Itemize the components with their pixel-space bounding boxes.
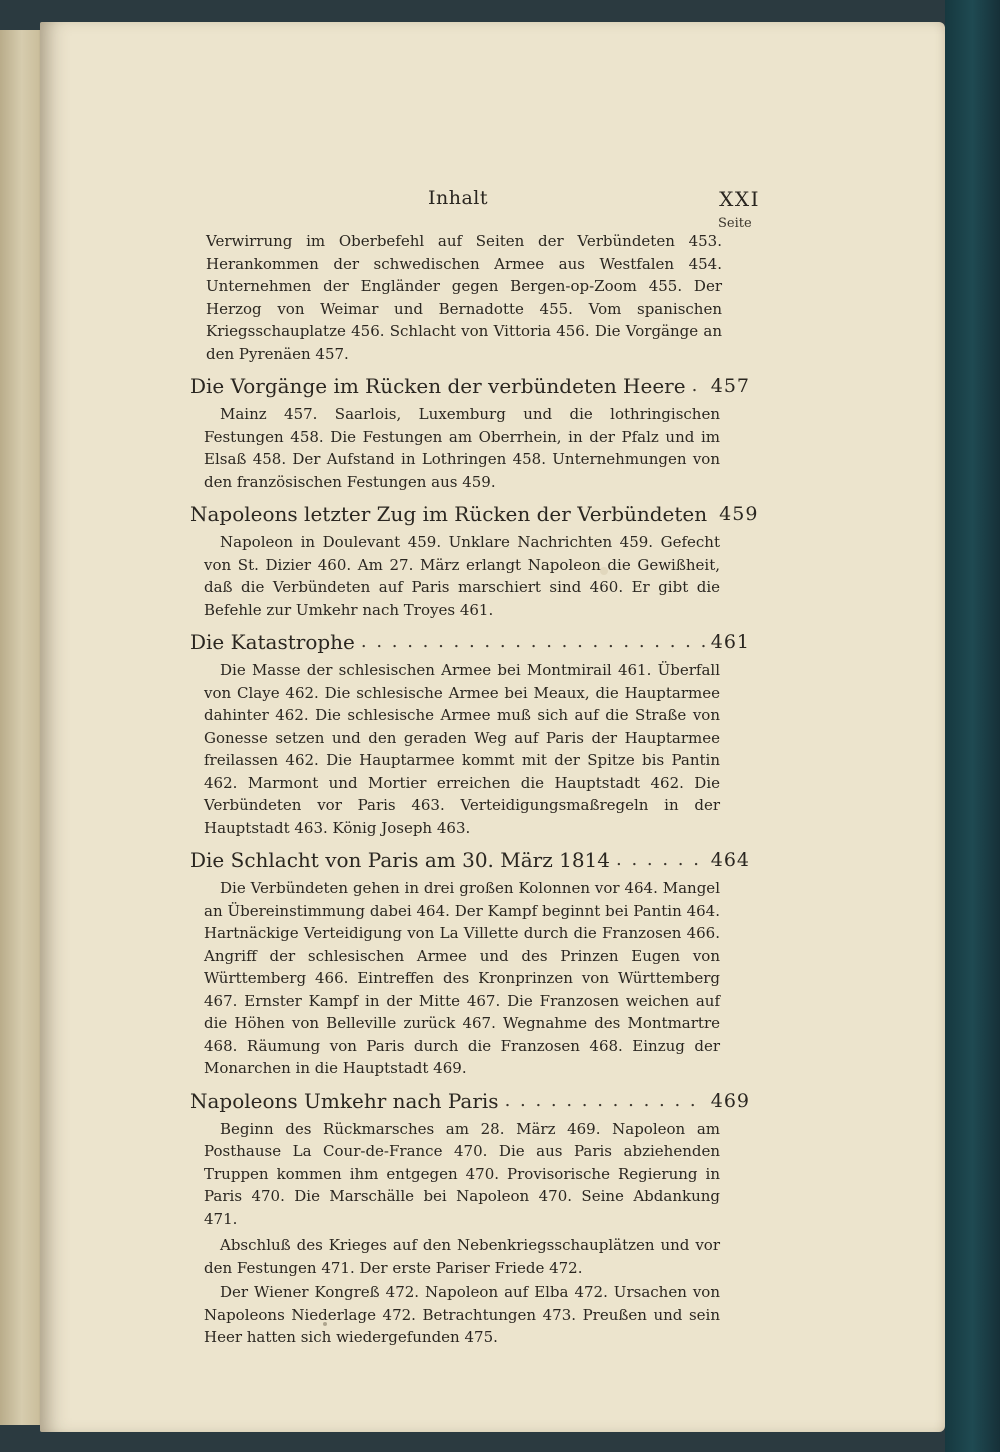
toc-paragraph: Beginn des Rückmarsches am 28. März 469. Napoleon am Posthause La Cour-de-France 470. Die aus Paris abziehenden Truppen kommen ihm entgegen 470. Provisorische Regierung in Paris 470. Die Marschälle bei Napoleon 470. Seine Abdankung 471. <box>204 1119 720 1228</box>
toc-heading-line <box>190 501 759 527</box>
toc-paragraph: Napoleon in Doulevant 459. Unklare Nachrichten 459. Gefecht von St. Dizier 460. Am 27. März erlangt Napoleon die Gewißheit, daß die Verbündeten auf Paris marschiert sind 460. Er gibt die Befehle zur Umkehr nach Troyes 461. <box>204 533 720 619</box>
toc-paragraph: Verwirrung im Oberbefehl auf Seiten der Verbündeten 453. Herankommen der schwedischen Armee aus Westfalen 454. Unternehmen der Engländer gegen Bergen-op-Zoom 455. Der Herzog von Weimar und Bernadotte 455. Vom spanischen Kriegsschauplatze 456. Schlacht von Vittoria 456. Die Vorgänge an den Pyrenäen 457. <box>206 232 722 363</box>
toc-paragraph: Abschluß des Krieges auf den Nebenkriegsschauplätzen und vor den Festungen 471. Der erste Pariser Friede 472. <box>204 1236 720 1277</box>
toc-page-number: 469 <box>710 1089 750 1112</box>
toc-summary <box>190 877 720 1080</box>
toc-summary <box>190 403 720 493</box>
dot-leader <box>616 847 705 873</box>
toc-heading-line <box>190 847 750 873</box>
toc-heading: Die Vorgänge im Rücken der verbündeten Heere <box>190 374 686 398</box>
toc-page-number: 461 <box>710 631 750 653</box>
running-head <box>150 187 760 211</box>
running-head-title: Inhalt <box>428 187 489 209</box>
toc-summary <box>190 659 720 839</box>
toc-heading: Napoleons Umkehr nach Paris <box>190 1088 499 1113</box>
toc-heading: Die Schlacht von Paris am 30. März 1814 <box>190 848 611 872</box>
toc-heading-line <box>190 373 750 399</box>
toc-summary <box>190 531 720 621</box>
toc-heading: Napoleons letzter Zug im Rücken der Verbündeten <box>190 502 708 526</box>
toc-paragraph: Mainz 457. Saarlois, Luxemburg und die lothringischen Festungen 458. Die Festungen am Oberrhein, in der Pfalz und im Elsaß 458. Der Aufstand in Lothringen 458. Unternehmungen von den französischen Festungen aus 459. <box>204 405 720 491</box>
dot-leader <box>361 629 705 655</box>
toc-entry <box>190 501 759 621</box>
toc-page-number: 459 <box>719 503 759 525</box>
toc-page-number: 457 <box>710 375 750 397</box>
toc-entry <box>190 1088 750 1349</box>
toc-summary <box>190 1118 720 1349</box>
toc-page-number: 464 <box>710 849 750 871</box>
page-number: XXI <box>719 187 760 211</box>
book-cover-edge <box>945 0 1000 1452</box>
intro-paragraph <box>190 230 722 365</box>
table-of-contents <box>190 230 759 1349</box>
toc-paragraph: Der Wiener Kongreß 472. Napoleon auf Elba 472. Ursachen von Napoleons Niederlage 472. Betrachtungen 473. Preußen und sein Heer hatten sich wiedergefunden 475. <box>204 1283 720 1346</box>
dot-leader <box>505 1088 705 1114</box>
page-column-label: Seite <box>718 216 752 231</box>
toc-paragraph: Die Verbündeten gehen in drei großen Kolonnen vor 464. Mangel an Übereinstimmung dabei 464. Der Kampf beginnt bei Pantin 464. Hartnäckige Verteidigung von La Villette durch die Franzosen 466. Angriff der schlesischen Armee und des Prinzen Eugen von Württemberg 466. Eintreffen des Kronprinzen von Württemberg 467. Ernster Kampf in der Mitte 467. Die Franzosen weichen auf die Höhen von Belleville zurück 467. Wegnahme des Montmartre 468. Räumung von Paris durch die Franzosen 468. Einzug der Monarchen in die Hauptstadt 469. <box>204 879 720 1077</box>
dot-leader <box>692 373 705 399</box>
toc-heading-line <box>190 1088 750 1114</box>
toc-entry <box>190 847 750 1080</box>
toc-paragraph: Die Masse der schlesischen Armee bei Montmirail 461. Überfall von Claye 462. Die schlesische Armee bei Meaux, die Hauptarmee dahinter 462. Die schlesische Armee muß sich auf die Straße von Gonesse setzen und den geraden Weg auf Paris der Hauptarmee freilassen 462. Die Hauptarmee kommt mit der Spitze bis Pantin 462. Marmont und Mortier erreichen die Hauptstadt 462. Die Verbündeten vor Paris 463. Verteidigungsmaßregeln in der Hauptstadt 463. König Joseph 463. <box>204 661 720 837</box>
toc-entry <box>190 373 750 493</box>
toc-entry <box>190 629 750 839</box>
toc-heading-line <box>190 629 750 655</box>
toc-heading: Die Katastrophe <box>190 630 355 654</box>
